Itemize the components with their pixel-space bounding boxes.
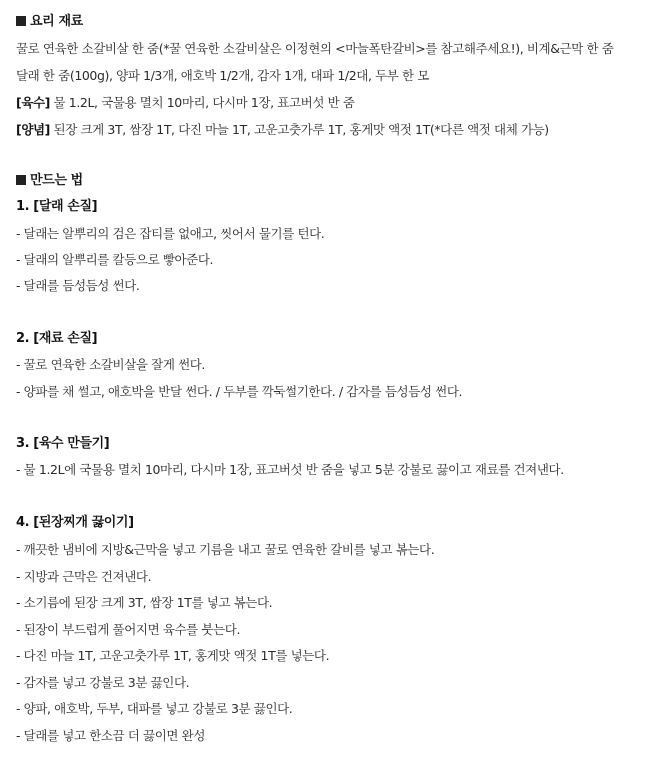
broth-ingredients [16,94,650,112]
step-1-heading: 1. [달래 손질] [16,199,98,214]
step-item: - 물 1.2L에 국물용 멸치 10마리, 다시마 1장, 표고버섯 반 줌을 넣고 5분 강불로 끓이고 재료를 건져낸다. [16,462,564,477]
step-item: - 지방과 근막은 건져낸다. [16,569,152,584]
step-3-heading: 3. [육수 만들기] [16,436,110,451]
sauce-label: [양념] [16,122,50,137]
step-item: - 깨끗한 냄비에 지방&근막을 넣고 기름을 내고 꿀로 연육한 갈비를 넣고 볶는다. [16,542,435,557]
ingredients-heading [16,13,650,31]
method-title: 만드는 법 [30,173,83,188]
step-4-heading: 4. [된장찌개 끓이기] [16,515,134,530]
ingredients-title: 요리 재료 [30,14,83,29]
ingredients-line-2: 달래 한 줌(100g), 양파 1/3개, 애호박 1/2개, 감자 1개, 대파 1/2대, 두부 한 모 [16,68,429,83]
step-item: - 꿀로 연육한 소갈비살을 잘게 썬다. [16,357,206,372]
step-item: - 양파, 애호박, 두부, 대파를 넣고 강불로 3분 끓인다. [16,701,293,716]
step-item: - 달래를 듬성듬성 썬다. [16,278,140,293]
step-item: - 된장이 부드럽게 풀어지면 육수를 붓는다. [16,622,241,637]
step-item: - 소기름에 된장 크게 3T, 쌈장 1T를 넣고 볶는다. [16,595,273,610]
step-item: - 감자를 넣고 강불로 3분 끓인다. [16,675,190,690]
step-item: - 달래는 알뿌리의 검은 잡티를 없애고, 씻어서 물기를 턴다. [16,226,325,241]
method-heading [16,172,650,190]
step-item: - 달래의 알뿌리를 칼등으로 빻아준다. [16,252,214,267]
sauce-ingredients [16,121,650,139]
broth-label: [육수] [16,95,50,110]
step-item: - 달래를 넣고 한소끔 더 끓이면 완성 [16,728,206,743]
step-2-heading: 2. [재료 손질] [16,331,98,346]
step-item: - 다진 마늘 1T, 고운고춧가루 1T, 홍게맛 액젓 1T를 넣는다. [16,648,330,663]
square-bullet-icon [16,175,26,185]
sauce-text: 된장 크게 3T, 쌈장 1T, 다진 마늘 1T, 고운고춧가루 1T, 홍게맛 액젓 1T(*다른 액젓 대체 가능) [49,122,549,137]
square-bullet-icon [16,16,26,26]
step-item: - 양파를 채 썰고, 애호박을 반달 썬다. / 두부를 깍둑썰기한다. / 감자를 듬성듬성 썬다. [16,384,463,399]
ingredients-line-1: 꿀로 연육한 소갈비살 한 줌(*꿀 연육한 소갈비살은 이정현의 <마늘폭탄갈비>를 참고해주세요!), 비계&근막 한 줌 [16,41,614,56]
broth-text: 물 1.2L, 국물용 멸치 10마리, 다시마 1장, 표고버섯 반 줌 [49,95,355,110]
